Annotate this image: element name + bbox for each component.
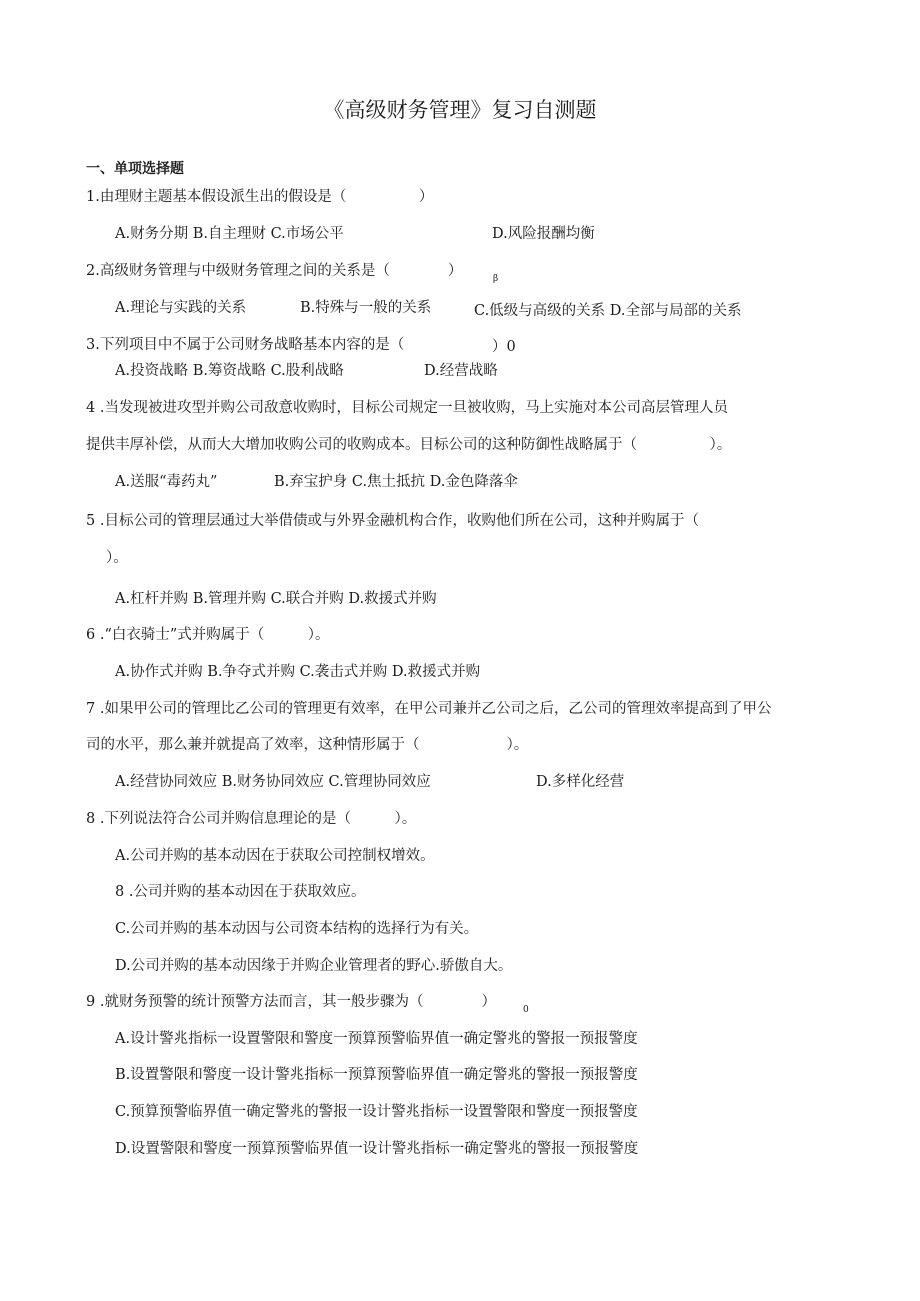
question-9-option-a: A.设计警兆指标一设置警限和警度一预算预警临界值一确定警兆的警报一预报警度 <box>115 1031 638 1047</box>
question-3-stem-end: ）0 <box>492 339 516 355</box>
question-7-line-2: 司的水平，那么兼并就提高了效率，这种情形属于（ ）。 <box>86 737 529 753</box>
question-1-options-abc: A.财务分期 B.自主理财 C.市场公平 <box>115 226 344 242</box>
question-1-stem: 1.由理财主题基本假设派生出的假设是（ ） <box>86 189 434 205</box>
question-2-options-cd: C.低级与高级的关系 D.全部与局部的关系 <box>474 303 742 319</box>
question-8-option-c: C.公司并购的基本动因与公司资本结构的选择行为有关。 <box>115 921 479 937</box>
question-9-stem: 9 .就财务预警的统计预警方法而言，其一般步骤为（ ） <box>86 994 496 1010</box>
question-9-stray-mark: 0 <box>523 1005 529 1015</box>
question-4-line-1: 4 .当发现被进攻型并购公司敌意收购时，目标公司规定一旦被收购，马上实施对本公司高层管理人员 <box>86 400 728 416</box>
question-8-option-b: 8 .公司并购的基本动因在于获取效应。 <box>115 884 366 900</box>
document-title: 《高级财务管理》复习自测题 <box>323 98 597 122</box>
question-6-stem: 6 .“白衣骑士”式并购属于（ ）。 <box>86 627 330 643</box>
question-4-line-2: 提供丰厚补偿，从而大大增加收购公司的收购成本。目标公司的这种防御性战略属于（ ）。 <box>86 437 732 453</box>
question-4-option-a: A.送服“毒药丸” <box>115 474 218 490</box>
question-9-option-d: D.设置警限和警度一预算预警临界值一设计警兆指标一确定警兆的警报一预报警度 <box>115 1141 639 1157</box>
question-7-line-1: 7 .如果甲公司的管理比乙公司的管理更有效率，在甲公司兼并乙公司之后，乙公司的管理效率提高到了甲公 <box>86 701 772 717</box>
question-7-options-abc: A.经营协同效应 B.财务协同效应 C.管理协同效应 <box>115 774 431 790</box>
question-2-option-a: A.理论与实践的关系 <box>115 300 247 316</box>
question-9-option-c: C.预算预警临界值一确定警兆的警报一设计警兆指标一设置警限和警度一预报警度 <box>115 1104 638 1120</box>
question-3-stem: 3.下列项目中不属于公司财务战略基本内容的是（ <box>86 337 405 353</box>
question-8-option-d: D.公司并购的基本动因缘于并购企业管理者的野心.骄傲自大。 <box>115 958 513 974</box>
question-3-options-abc: A.投资战略 B.筹资战略 C.股利战略 <box>115 363 344 379</box>
question-6-options: A.协作式并购 B.争夺式并购 C.袭击式并购 D.救援式并购 <box>115 664 481 680</box>
question-2-stray-mark: β <box>493 274 499 284</box>
question-2-option-b: B.特殊与一般的关系 <box>300 300 432 316</box>
question-5-options: A.杠杆并购 B.管理并购 C.联合并购 D.救援式并购 <box>115 591 437 607</box>
question-8-option-a: A.公司并购的基本动因在于获取公司控制权增效。 <box>115 848 435 864</box>
question-4-options-bcd: B.弃宝护身 C.焦土抵抗 D.金色降落伞 <box>274 474 518 490</box>
question-5-line-2: ）。 <box>106 550 128 566</box>
question-9-option-b: B.设置警限和警度一设计警兆指标一预算预警临界值一确定警兆的警报一预报警度 <box>115 1067 638 1083</box>
question-2-stem: 2.高级财务管理与中级财务管理之间的关系是（ ） <box>86 263 463 279</box>
question-7-option-d: D.多样化经营 <box>536 774 625 790</box>
question-5-line-1: 5 .目标公司的管理层通过大举借债或与外界金融机构合作，收购他们所在公司，这种并购属于（ <box>86 513 699 529</box>
question-1-option-d: D.风险报酬均衡 <box>492 226 595 242</box>
section-heading: 一、单项选择题 <box>86 161 184 177</box>
question-8-stem: 8 .下列说法符合公司并购信息理论的是（ ）。 <box>86 811 417 827</box>
question-3-option-d: D.经营战略 <box>424 363 498 379</box>
